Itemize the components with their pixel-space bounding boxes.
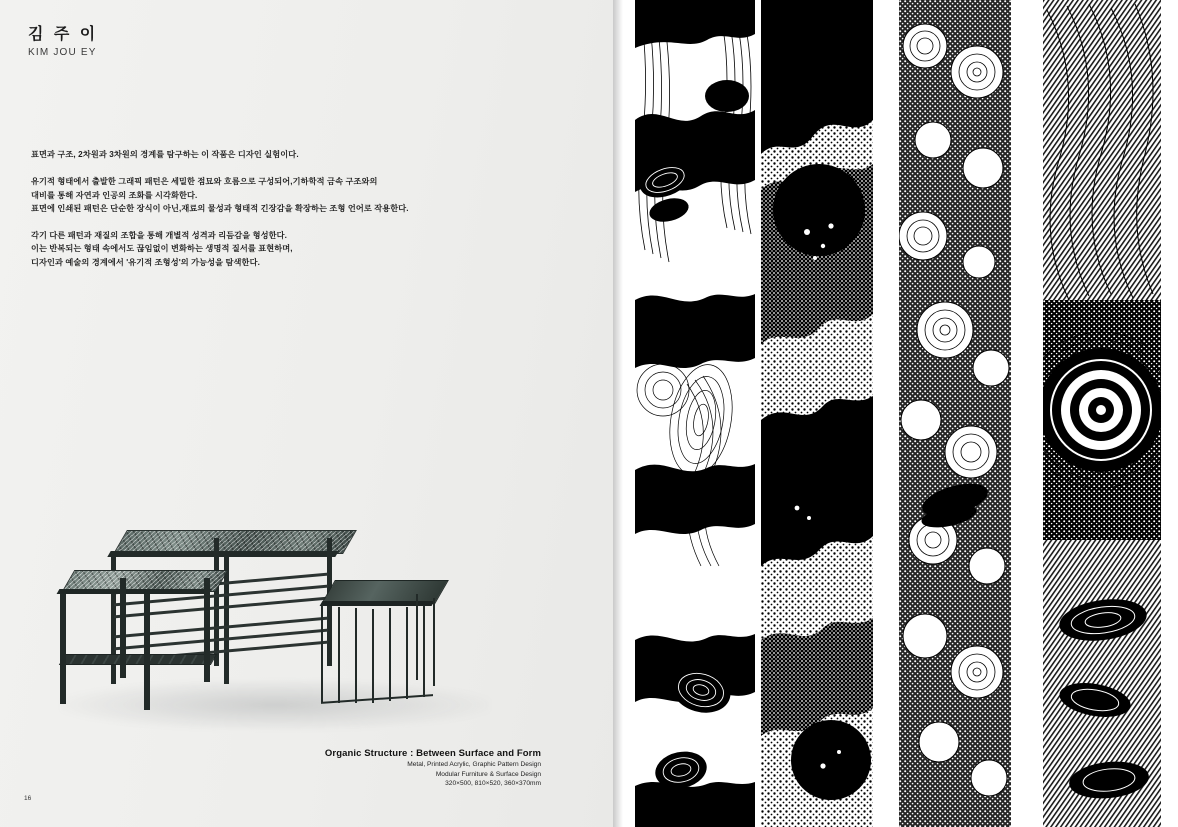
author-block <box>28 26 98 58</box>
author-name-korean: 김 주 이 <box>28 26 99 43</box>
paragraph-2-line-3: 표면에 인쇄된 패턴은 단순한 장식이 아닌,재료의 물성과 형태적 긴장감을 확장하는 조형 언어로 작용한다. <box>31 203 409 213</box>
paragraph-3-line-1: 각기 다른 패턴과 재질의 조합을 통해 개별적 성격과 리듬감을 형성한다. <box>31 231 288 241</box>
artwork-caption <box>325 748 541 789</box>
side-table-top-edge <box>57 589 212 594</box>
side-table-shelf <box>59 654 217 665</box>
wire-leg-2 <box>423 605 425 697</box>
caption-dimensions: 320×500, 810×520, 360×370mm <box>445 780 541 788</box>
gutter-shadow <box>613 0 623 827</box>
paragraph-1 <box>31 148 451 161</box>
paragraph-3-line-3: 디자인과 예술의 경계에서 '유기적 조형성'의 가능성을 탐색한다. <box>31 257 260 267</box>
modular-furniture-photo <box>20 470 560 760</box>
strip-dot-gradient <box>761 0 873 827</box>
side-table-left <box>68 570 238 705</box>
wire-vertical-3 <box>372 609 374 703</box>
paragraph-2 <box>31 175 451 215</box>
wire-vertical-6 <box>416 594 418 680</box>
caption-materials: Metal, Printed Acrylic, Graphic Pattern Design <box>407 761 541 769</box>
body-copy <box>31 148 451 269</box>
paragraph-2-line-1: 유기적 형태에서 출발한 그래픽 패턴은 세밀한 점묘와 흐름으로 구성되어,기하학적 금속 구조와의 <box>31 177 378 187</box>
bench-top-edge <box>107 551 338 557</box>
caption-title: Organic Structure : Between Surface and Form <box>324 748 541 759</box>
wire-leg-3 <box>433 598 435 686</box>
paragraph-1-line-1: 표면과 구조, 2차원과 3차원의 경계를 탐구하는 이 작품은 디자인 실험이다. <box>31 150 299 159</box>
wire-vertical-1 <box>338 607 340 703</box>
right-page <box>613 0 1178 827</box>
page-number: 16 <box>24 795 32 802</box>
wire-cube-table <box>320 580 460 710</box>
paragraph-3-line-2: 이는 반복되는 형태 속에서도 끊임없이 변화하는 생명적 질서를 표현하며, <box>31 244 293 254</box>
side-table-leg-1 <box>60 594 66 704</box>
caption-category: Modular Furniture & Surface Design <box>435 770 541 778</box>
side-table-leg-2 <box>144 594 150 710</box>
strip-radial-rings <box>1043 0 1161 827</box>
paragraph-2-line-2: 대비를 통해 자연과 인공의 조화를 시각화한다. <box>31 190 198 200</box>
side-table-leg-3 <box>204 578 210 682</box>
wire-vertical-5 <box>406 607 408 699</box>
wire-vertical-4 <box>389 608 391 701</box>
strip-cellular <box>899 0 1011 827</box>
side-table-leg-4 <box>120 578 126 678</box>
paragraph-3 <box>31 229 451 269</box>
wire-vertical-2 <box>355 608 357 703</box>
wire-leg-1 <box>321 605 323 703</box>
author-name-english: KIM JOU EY <box>28 46 97 58</box>
strip-organic-flow <box>635 0 755 827</box>
